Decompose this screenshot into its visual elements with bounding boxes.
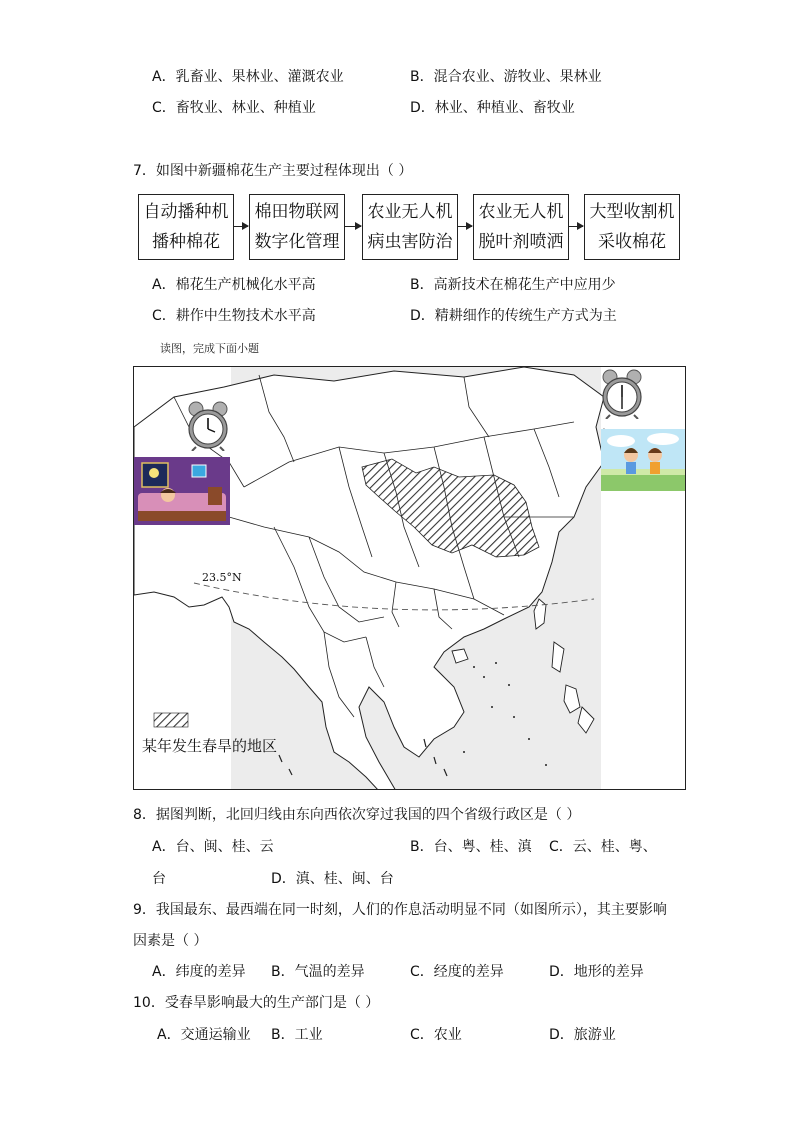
- flow-step-1-line1: 自动播种机: [143, 202, 229, 222]
- map-figure: [133, 366, 686, 790]
- q10-stem: 10．受春旱影响最大的生产部门是（ ）: [133, 995, 380, 1011]
- flow-step-2: [249, 194, 345, 260]
- flow-step-5-line2: 采收棉花: [598, 232, 666, 252]
- q9-stem-continued: 因素是（ ）: [133, 933, 208, 949]
- flow-step-5-line1: 大型收割机: [589, 202, 675, 222]
- q8-option-c-continued[interactable]: 台: [152, 871, 166, 887]
- flow-arrow-3: [458, 226, 472, 227]
- q9-option-a[interactable]: A．纬度的差异: [152, 964, 246, 980]
- q8-stem: 8．据图判断，北回归线由东向西依次穿过我国的四个省级行政区是（ ）: [133, 807, 581, 823]
- flow-step-1: [138, 194, 234, 260]
- flow-arrow-1: [234, 226, 248, 227]
- sleeping-child-image: [134, 457, 230, 525]
- flow-arrow-4: [569, 226, 583, 227]
- q9-option-d[interactable]: D．地形的差异: [549, 964, 644, 980]
- q6-option-b[interactable]: B．混合农业、游牧业、果林业: [410, 69, 602, 85]
- q6-option-c[interactable]: C．畜牧业、林业、种植业: [152, 100, 316, 116]
- flow-step-3-line1: 农业无人机: [367, 202, 453, 222]
- flow-step-2-line2: 数字化管理: [254, 232, 340, 252]
- tropic-label: 23.5°N: [202, 571, 242, 584]
- flow-step-1-line2: 播种棉花: [152, 232, 220, 252]
- map-intro: 读图，完成下面小题: [160, 342, 259, 355]
- q9-option-c[interactable]: C．经度的差异: [410, 964, 504, 980]
- q8-option-b[interactable]: B．台、粤、桂、滇: [410, 839, 532, 855]
- legend-hatch-swatch: [154, 713, 188, 727]
- flow-step-2-line1: 棉田物联网: [254, 202, 340, 222]
- q8-option-a[interactable]: A．台、闽、桂、云: [152, 839, 274, 855]
- alarm-clock-east-icon: [600, 369, 644, 419]
- flow-step-4-line1: 农业无人机: [478, 202, 564, 222]
- legend-label: 某年发生春旱的地区: [142, 737, 278, 755]
- q10-option-a[interactable]: A．交通运输业: [157, 1027, 251, 1043]
- q7-option-a[interactable]: A．棉花生产机械化水平高: [152, 277, 316, 293]
- flow-step-3: [362, 194, 458, 260]
- q7-stem: 7．如图中新疆棉花生产主要过程体现出（ ）: [133, 163, 413, 179]
- q8-option-d[interactable]: D．滇、桂、闽、台: [271, 871, 394, 887]
- flow-step-4-line2: 脱叶剂喷洒: [478, 232, 564, 252]
- playing-children-image: [601, 429, 686, 491]
- q9-option-b[interactable]: B．气温的差异: [271, 964, 365, 980]
- flow-step-3-line2: 病虫害防治: [367, 232, 453, 252]
- flow-step-4: [473, 194, 569, 260]
- q7-option-b[interactable]: B．高新技术在棉花生产中应用少: [410, 277, 616, 293]
- q10-option-d[interactable]: D．旅游业: [549, 1027, 616, 1043]
- q8-option-c[interactable]: C．云、桂、粤、: [549, 839, 657, 855]
- q10-option-b[interactable]: B．工业: [271, 1027, 323, 1043]
- alarm-clock-west-icon: [186, 401, 230, 451]
- q7-option-d[interactable]: D．精耕细作的传统生产方式为主: [410, 308, 617, 324]
- q6-option-a[interactable]: A．乳畜业、果林业、灌溉农业: [152, 69, 344, 85]
- q10-option-c[interactable]: C．农业: [410, 1027, 462, 1043]
- q7-option-c[interactable]: C．耕作中生物技术水平高: [152, 308, 316, 324]
- q9-stem: 9．我国最东、最西端在同一时刻，人们的作息活动明显不同（如图所示），其主要影响: [133, 902, 667, 918]
- flow-arrow-2: [345, 226, 361, 227]
- flow-step-5: [584, 194, 680, 260]
- q6-option-d[interactable]: D．林业、种植业、畜牧业: [410, 100, 575, 116]
